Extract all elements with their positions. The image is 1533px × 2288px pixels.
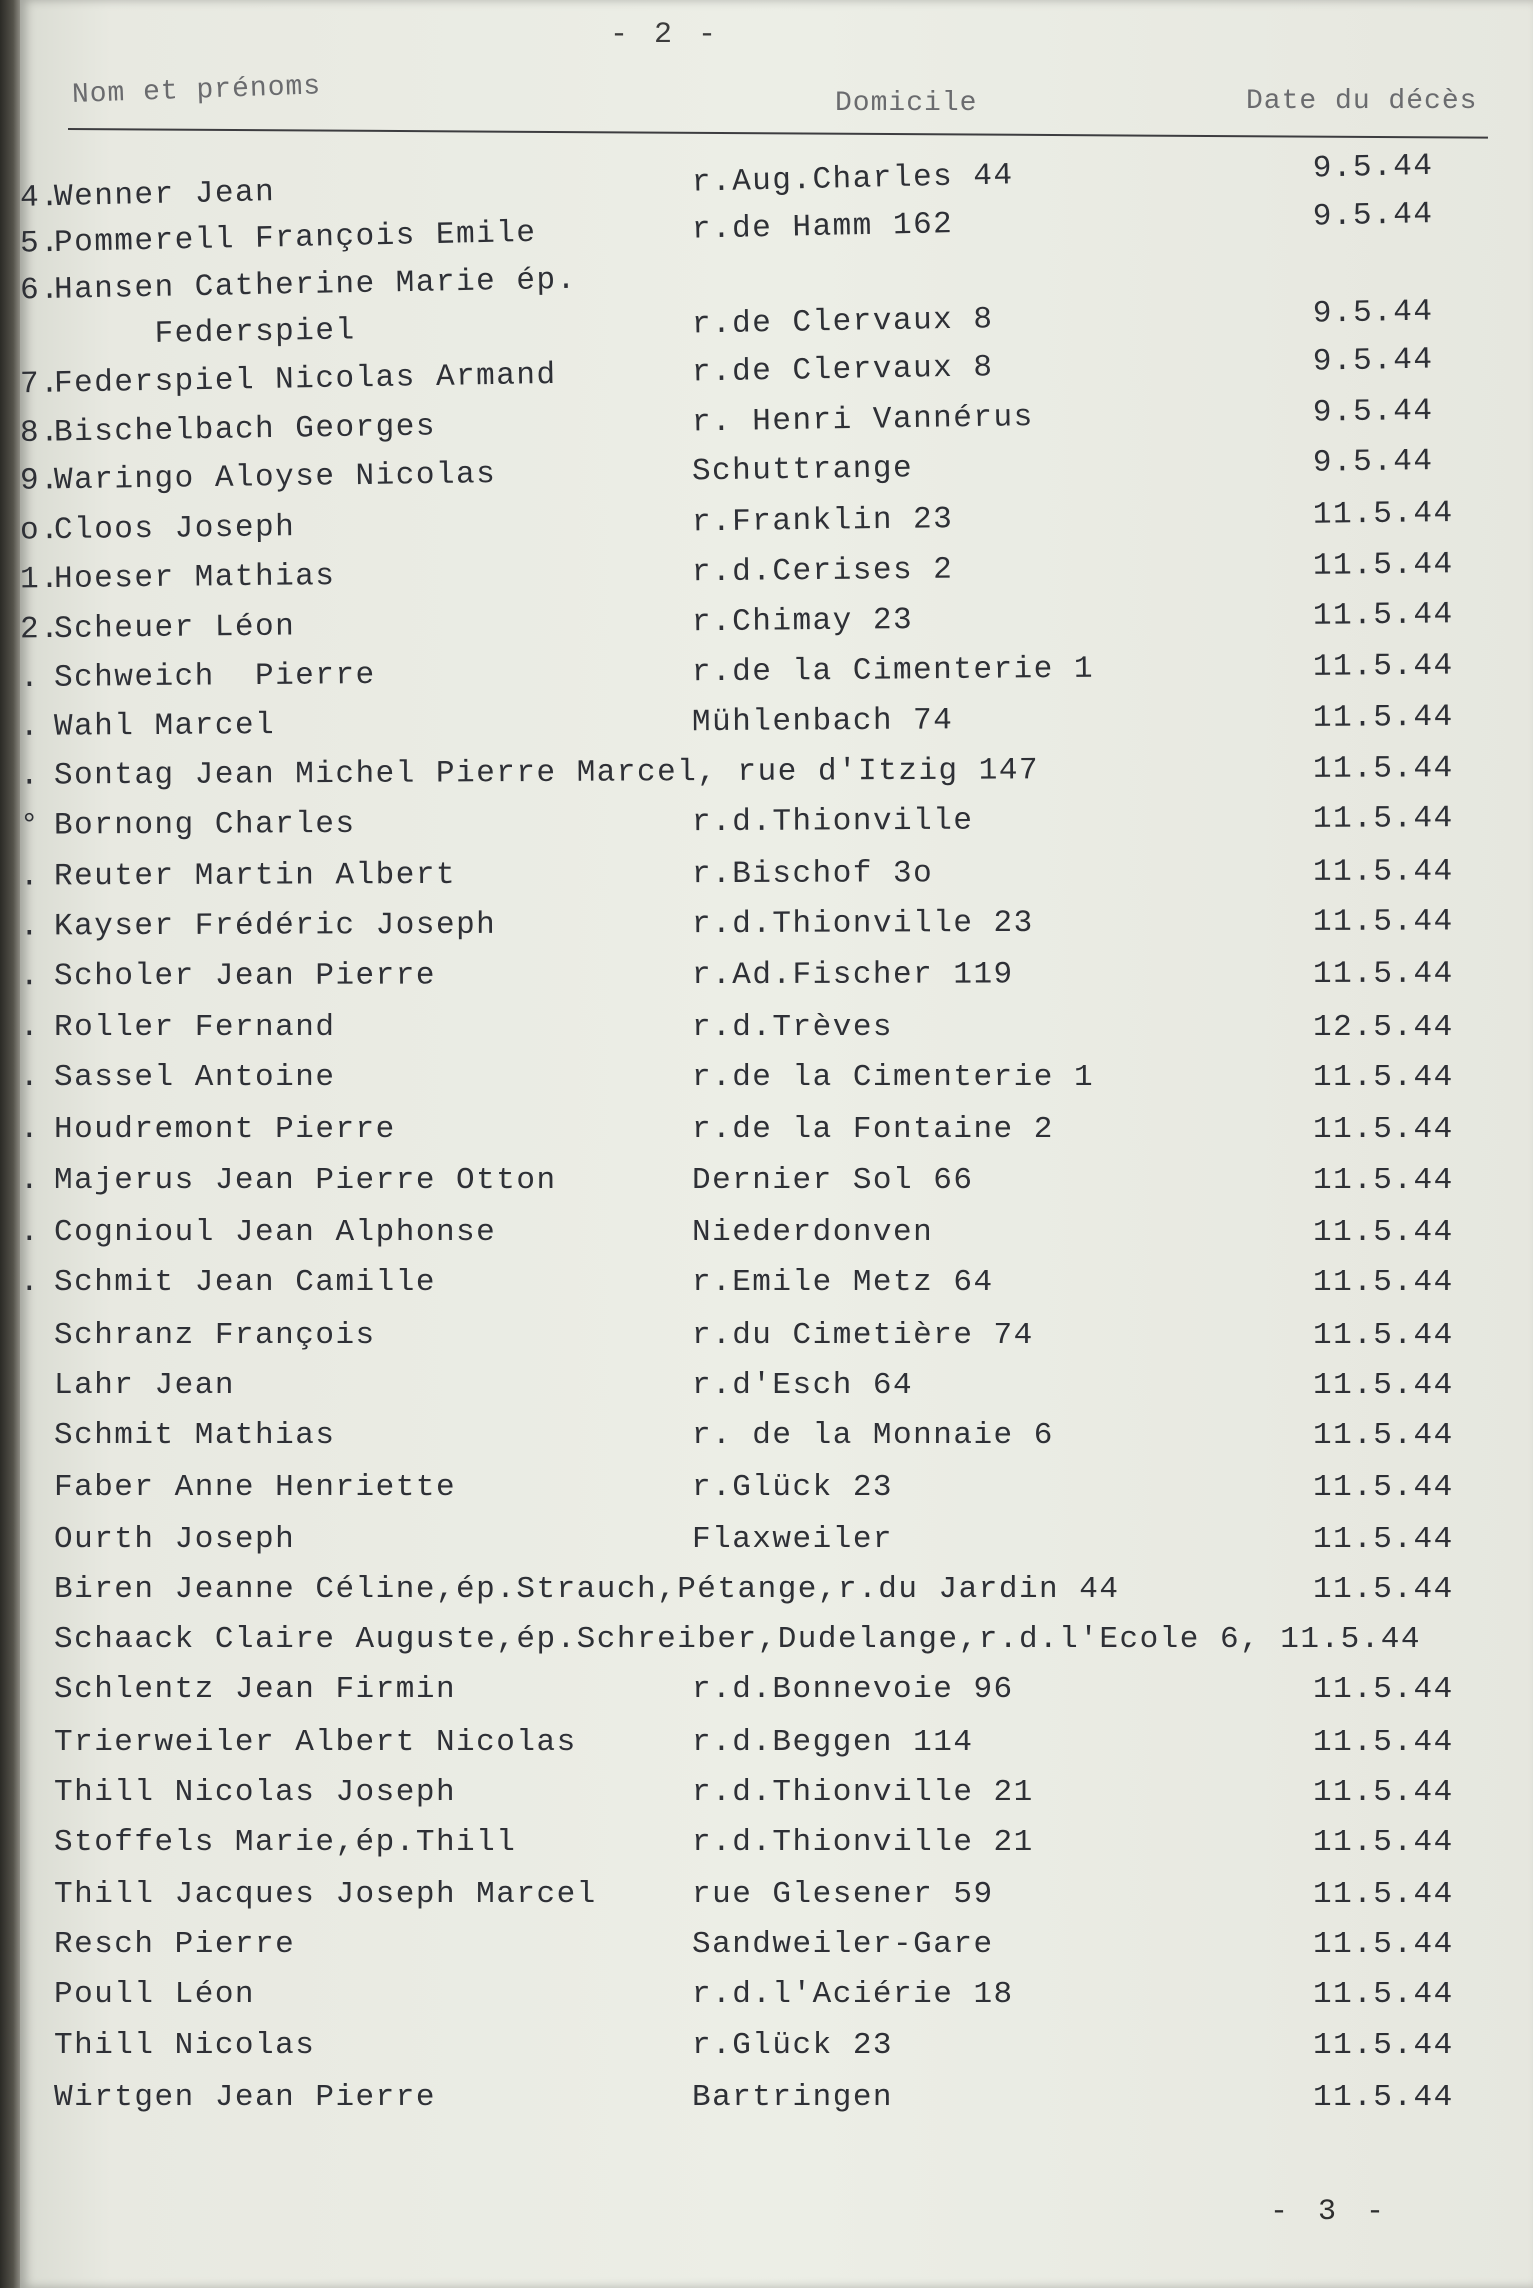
entry-name: Cognioul Jean Alphonse (54, 1215, 497, 1250)
entry-death-date: 11.5.44 (1312, 648, 1454, 685)
entry-domicile: r. de la Monnaie 6 (692, 1418, 1054, 1453)
entry-number: . (20, 1060, 41, 1095)
entry-death-date: 11.5.44 (1313, 1877, 1454, 1912)
list-item (20, 957, 1533, 1004)
list-item (20, 1112, 1533, 1156)
header-date: Date du décès (1246, 86, 1478, 117)
entry-domicile: r.d.Beggen 114 (692, 1725, 974, 1760)
entry-name: Schmit Mathias (54, 1418, 336, 1453)
entry-death-date: 11.5.44 (1313, 1672, 1454, 1707)
list-item (20, 546, 1533, 606)
entry-death-date: 11.5.44 (1312, 597, 1454, 634)
document-page (20, 0, 1533, 2288)
entry-death-date: 11.5.44 (1313, 1060, 1454, 1095)
entry-number: . (19, 959, 41, 995)
entry-death-date: 11.5.44 (1313, 1215, 1454, 1250)
entry-name: Biren Jeanne Céline,ép.Strauch,Pétange,r.du Jardin 44 (54, 1572, 1120, 1607)
entry-name: Thill Nicolas (54, 2028, 316, 2063)
entry-death-date: 11.5.44 (1312, 904, 1454, 940)
entry-domicile: r.d.Trèves (692, 1010, 894, 1045)
entry-number: ° (19, 808, 41, 844)
entry-name: Sontag Jean Michel Pierre Marcel, rue d'Itzig 147 (53, 753, 1040, 794)
entry-number: 6. (19, 272, 61, 309)
entry-name: Pommerell François Emile (53, 215, 537, 261)
list-item (20, 801, 1533, 853)
entry-name: Waringo Aloyse Nicolas (53, 457, 497, 499)
entry-number: 4. (19, 179, 61, 216)
entry-number: . (20, 1163, 41, 1198)
entry-number: 2. (19, 611, 61, 648)
list-item (20, 904, 1533, 953)
page-number-top: - 2 - (610, 18, 721, 52)
entry-name: Schlentz Jean Firmin (54, 1672, 457, 1707)
entry-death-date: 9.5.44 (1312, 342, 1434, 380)
entry-number: 7. (19, 366, 61, 403)
entry-name: Roller Fernand (54, 1010, 336, 1045)
list-item (20, 1418, 1533, 1462)
entry-name: Cloos Joseph (53, 510, 296, 549)
entry-death-date: 9.5.44 (1312, 197, 1434, 235)
entry-death-date: 11.5.44 (1313, 2080, 1454, 2115)
entry-death-date: 11.5.44 (1313, 1522, 1454, 1557)
list-item (20, 1572, 1533, 1616)
entry-number: . (20, 1215, 41, 1250)
entry-name: Houdremont Pierre (54, 1112, 396, 1147)
death-records-list (20, 0, 1533, 2288)
entry-domicile: r.d.Cerises 2 (691, 552, 954, 591)
entry-death-date: 11.5.44 (1312, 801, 1454, 837)
entry-death-date: 9.5.44 (1312, 294, 1434, 332)
entry-name: Federspiel Nicolas Armand (53, 357, 557, 402)
list-item (20, 1163, 1533, 1207)
entry-domicile: Schuttrange (691, 451, 914, 490)
entry-domicile: r.de la Cimenterie 1 (692, 1060, 1095, 1095)
entry-domicile: r.d.Thionville 23 (691, 905, 1034, 943)
entry-death-date: 11.5.44 (1313, 1775, 1454, 1810)
entry-domicile: r.Emile Metz 64 (692, 1265, 994, 1300)
entry-name: Scholer Jean Pierre (53, 958, 436, 995)
entry-death-date: 11.5.44 (1312, 956, 1454, 992)
entry-domicile: r.Glück 23 (692, 2028, 894, 2063)
entry-name: Trierweiler Albert Nicolas (54, 1725, 577, 1760)
entry-death-date: 11.5.44 (1313, 1318, 1454, 1353)
entry-name: Hansen Catherine Marie ép. (53, 262, 578, 308)
entry-name: Bornong Charles (53, 806, 356, 844)
binding-edge (0, 0, 22, 2288)
list-item (20, 2028, 1533, 2072)
entry-death-date: 9.5.44 (1312, 148, 1434, 187)
entry-death-date: 11.5.44 (1313, 1927, 1454, 1962)
entry-domicile: r.d.l'Aciérie 18 (692, 1977, 1014, 2012)
list-item (20, 1622, 1533, 1666)
entry-death-date: 11.5.44 (1313, 1265, 1454, 1300)
entry-number: . (19, 660, 41, 697)
entry-domicile: r.d.Bonnevoie 96 (692, 1672, 1014, 1707)
entry-death-date: 11.5.44 (1313, 1418, 1454, 1453)
entry-domicile: r.de la Fontaine 2 (692, 1112, 1054, 1147)
entry-domicile: r.de Hamm 162 (691, 207, 954, 248)
entry-name: Stoffels Marie,ép.Thill (54, 1825, 517, 1860)
entry-domicile: r.de la Cimenterie 1 (691, 651, 1095, 691)
entry-domicile: Bartringen (692, 2080, 894, 2115)
entry-domicile: r.Ad.Fischer 119 (691, 957, 1014, 994)
entry-domicile: Flaxweiler (692, 1522, 894, 1557)
entry-domicile: r.Chimay 23 (691, 602, 914, 641)
entry-number: . (19, 758, 41, 794)
entry-name: Sassel Antoine (54, 1060, 336, 1095)
entry-name: Wirtgen Jean Pierre (54, 2080, 436, 2115)
entry-name: Schweich Pierre (53, 658, 376, 696)
list-item (20, 1060, 1533, 1104)
list-item (20, 1368, 1533, 1412)
entry-name: Lahr Jean (54, 1368, 235, 1403)
entry-domicile: r.de Clervaux 8 (691, 350, 994, 391)
entry-domicile: Sandweiler-Gare (692, 1927, 994, 1962)
entry-death-date: 11.5.44 (1312, 699, 1454, 736)
list-item (20, 854, 1533, 903)
entry-name: Federspiel (53, 313, 356, 354)
entry-death-date: 11.5.44 (1312, 751, 1454, 787)
list-item (20, 751, 1533, 803)
entry-name: Reuter Martin Albert (53, 857, 457, 895)
entry-domicile: r.d.Thionville 21 (692, 1775, 1034, 1810)
entry-name: Bischelbach Georges (53, 409, 437, 451)
entry-name: Scheuer Léon (53, 609, 296, 647)
entry-death-date: 12.5.44 (1313, 1010, 1454, 1045)
entry-name: Poull Léon (54, 1977, 256, 2012)
entry-number: . (20, 1265, 41, 1300)
entry-domicile: Dernier Sol 66 (692, 1163, 974, 1198)
list-item (20, 1010, 1533, 1054)
entry-domicile: Mühlenbach 74 (691, 703, 954, 741)
entry-name: Schaack Claire Auguste,ép.Schreiber,Dudelange,r.d.l'Ecole 6, 11.5.44 (54, 1622, 1422, 1657)
list-item (20, 596, 1533, 656)
entry-domicile: r.Aug.Charles 44 (691, 158, 1014, 201)
list-item (20, 1265, 1533, 1309)
entry-death-date: 11.5.44 (1313, 1470, 1454, 1505)
entry-number: o. (19, 513, 61, 549)
list-item (20, 1877, 1533, 1921)
entry-name: Wahl Marcel (53, 708, 276, 745)
entry-number: 9. (19, 463, 61, 499)
entry-name: Thill Nicolas Joseph (54, 1775, 457, 1810)
list-item (20, 2080, 1533, 2124)
list-item (20, 1977, 1533, 2021)
entry-name: Majerus Jean Pierre Otton (54, 1163, 557, 1198)
entry-death-date: 11.5.44 (1313, 1825, 1454, 1860)
entry-domicile: r.de Clervaux 8 (691, 302, 994, 343)
entry-name: Wenner Jean (53, 175, 276, 216)
list-item (20, 1470, 1533, 1514)
list-item (20, 1725, 1533, 1769)
entry-number: . (19, 709, 41, 745)
header-domicile: Domicile (835, 88, 978, 119)
entry-name: Kayser Frédéric Joseph (53, 907, 497, 945)
entry-number: . (19, 909, 41, 945)
entry-domicile: Niederdonven (692, 1215, 934, 1250)
entry-death-date: 11.5.44 (1312, 854, 1454, 890)
entry-number: 1. (19, 561, 61, 598)
entry-death-date: 11.5.44 (1312, 496, 1454, 533)
entry-domicile: r.d'Esch 64 (692, 1368, 914, 1403)
entry-domicile: r.Bischof 3o (691, 856, 934, 893)
entry-name: Hoeser Mathias (53, 559, 336, 597)
entry-domicile: r.du Cimetière 74 (692, 1318, 1034, 1353)
entry-domicile: rue Glesener 59 (692, 1877, 994, 1912)
entry-name: Resch Pierre (54, 1927, 296, 1962)
entry-death-date: 11.5.44 (1313, 1368, 1454, 1403)
list-item (20, 1215, 1533, 1259)
entry-number: . (20, 1112, 41, 1147)
list-item (20, 1522, 1533, 1566)
list-item (20, 1825, 1533, 1869)
entry-domicile: r. Henri Vannérus (691, 400, 1034, 441)
list-item (20, 1672, 1533, 1716)
entry-death-date: 11.5.44 (1313, 1977, 1454, 2012)
entry-number: 5. (19, 225, 61, 262)
entry-name: Faber Anne Henriette (54, 1470, 457, 1505)
entry-domicile: r.Franklin 23 (691, 502, 954, 541)
entry-number: 8. (19, 415, 61, 451)
entry-death-date: 11.5.44 (1313, 2028, 1454, 2063)
entry-number: . (19, 859, 41, 895)
entry-death-date: 11.5.44 (1313, 1572, 1454, 1607)
entry-number: . (20, 1010, 41, 1045)
entry-death-date: 11.5.44 (1313, 1112, 1454, 1147)
entry-death-date: 11.5.44 (1312, 547, 1454, 584)
list-item (20, 1927, 1533, 1971)
entry-domicile: r.d.Thionville 21 (692, 1825, 1034, 1860)
entry-domicile: r.Glück 23 (692, 1470, 894, 1505)
entry-domicile: r.d.Thionville (691, 803, 974, 841)
list-item (20, 699, 1533, 754)
entry-name: Schmit Jean Camille (54, 1265, 436, 1300)
list-item (20, 1318, 1533, 1362)
entry-death-date: 9.5.44 (1312, 393, 1434, 431)
list-item (20, 648, 1533, 705)
entry-name: Ourth Joseph (54, 1522, 296, 1557)
entry-death-date: 11.5.44 (1313, 1725, 1454, 1760)
page-number-bottom: - 3 - (1270, 2195, 1391, 2229)
entry-name: Thill Jacques Joseph Marcel (54, 1877, 597, 1912)
entry-death-date: 9.5.44 (1312, 444, 1434, 481)
list-item (20, 1775, 1533, 1819)
entry-death-date: 11.5.44 (1313, 1163, 1454, 1198)
entry-name: Schranz François (54, 1318, 376, 1353)
header-name: Nom et prénoms (71, 71, 322, 111)
